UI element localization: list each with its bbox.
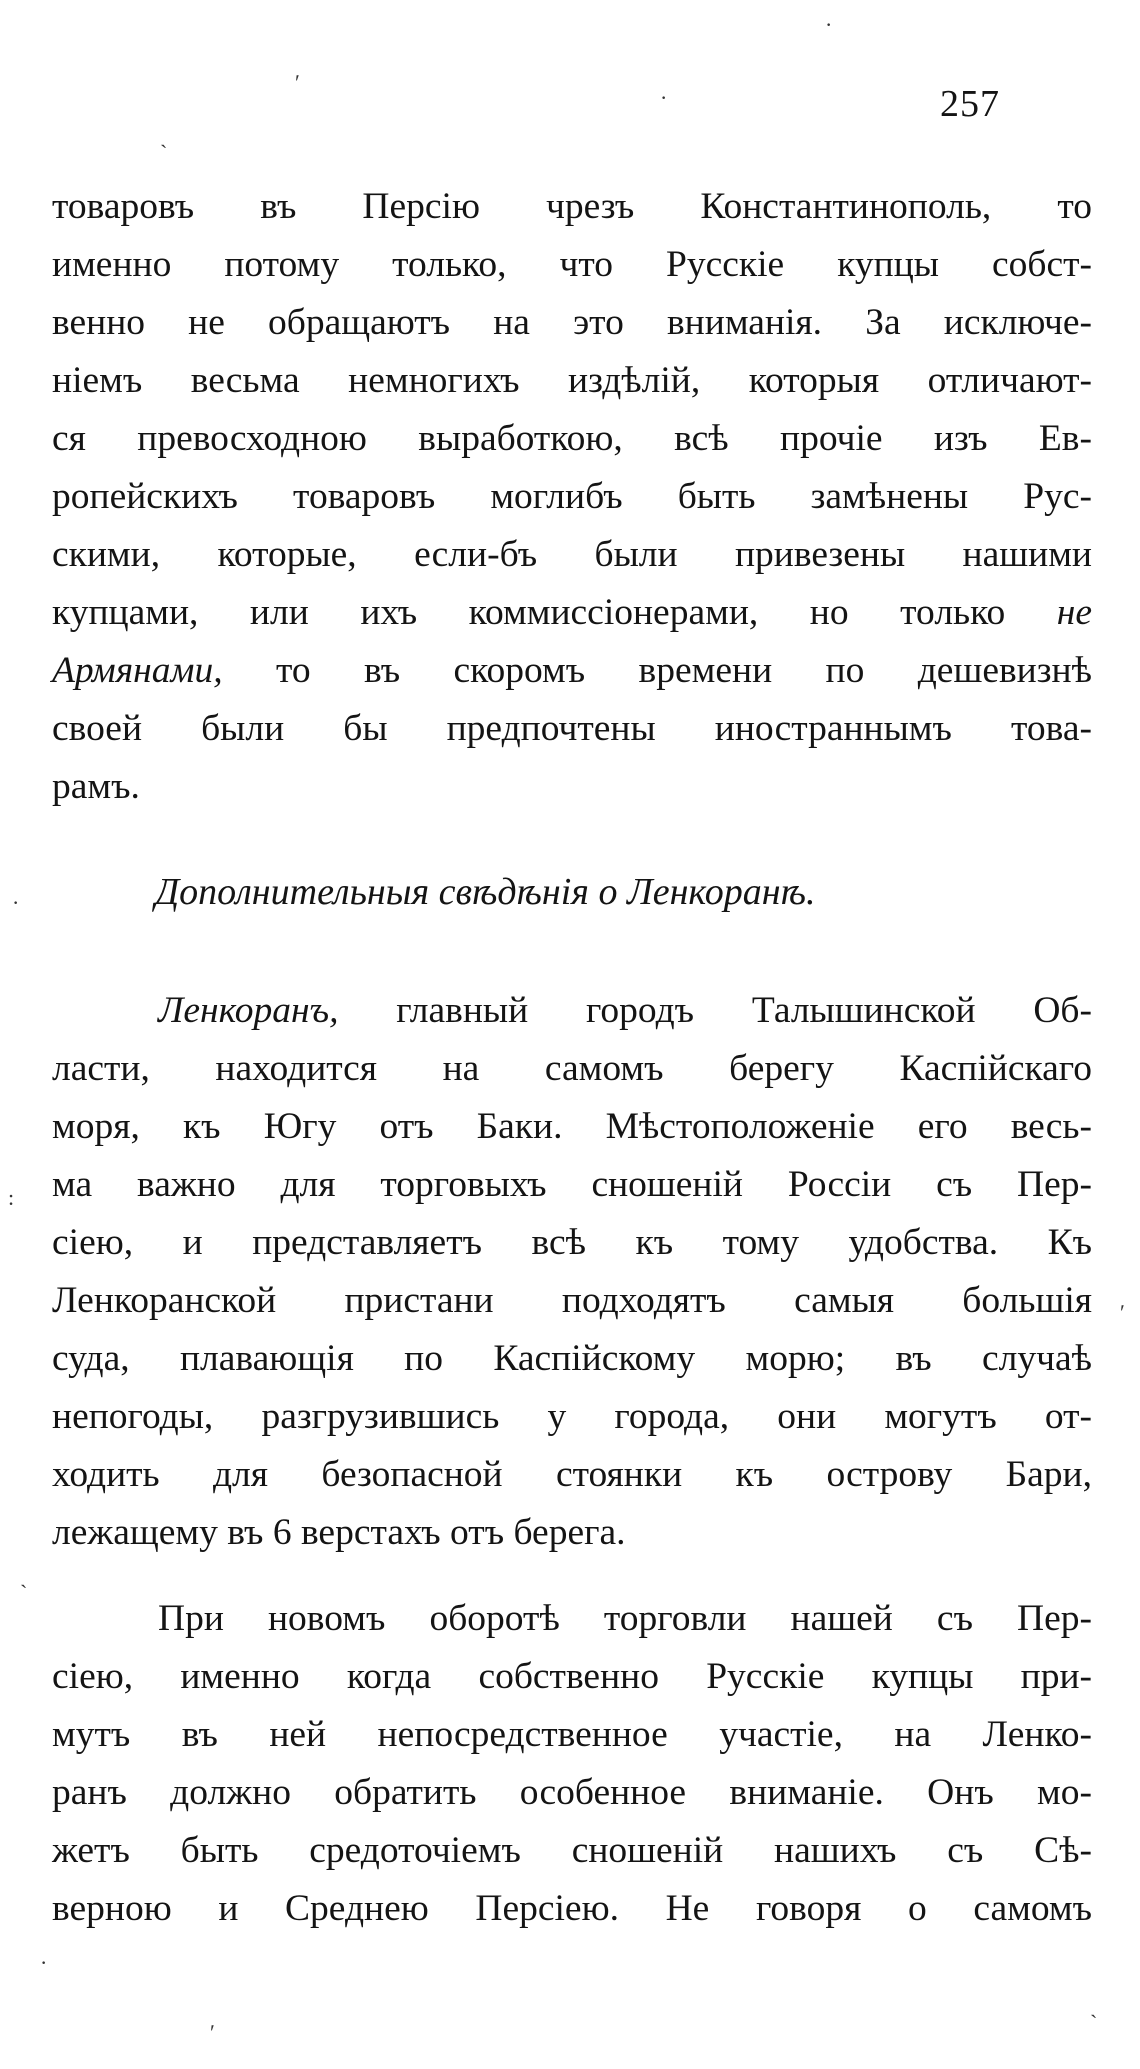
text-line: лежащему въ 6 верстахъ отъ берега. [52,1512,626,1553]
text-run: купцами, или ихъ коммиссіонерами, но только [52,592,1057,633]
text-line: рамъ. [52,766,140,807]
scan-speck: ʹ [210,2020,215,2045]
scan-speck: ˋ [160,140,168,165]
text-line: ніемъ весьма немногихъ издѣлій, которыя отличают- [52,360,1092,401]
italic-text: не [1056,592,1092,633]
page-number: 257 [940,83,1000,125]
text-run: то въ скоромъ времени по дешевизнѣ [222,650,1092,691]
section-heading: Дополнительныя свѣдѣнія о Ленкоранѣ. [155,871,816,913]
text-line: ропейскихъ товаровъ моглибъ быть замѣнены Рус- [52,476,1092,517]
text-line-mixed [52,584,1092,642]
text-line: непогоды, разгрузившись у города, они могутъ от- [52,1396,1092,1437]
scan-speck: · [40,1950,48,1975]
text-line: венно не обращаютъ на это вниманія. За исключе- [52,302,1092,343]
text-line: суда, плавающія по Каспійскому морю; въ случаѣ [52,1338,1092,1379]
text-line: ранъ должно обратить особенное вниманіе. Онъ мо- [52,1772,1092,1813]
text-line: сіею, и представляетъ всѣ къ тому удобства. Къ [52,1222,1092,1263]
text-line-mixed [52,642,1092,700]
text-line: мутъ въ ней непосредственное участіе, на Ленко- [52,1714,1092,1755]
text-line: При новомъ оборотѣ торговли нашей съ Пер- [158,1598,1092,1639]
text-line: сіею, именно когда собственно Русскіе купцы при- [52,1656,1092,1697]
text-line: именно потому только, что Русскіе купцы собст- [52,244,1092,285]
text-line: ся превосходною выработкою, всѣ прочіе изъ Ев- [52,418,1092,459]
italic-text: Ленкоранъ, [158,990,339,1031]
text-line: скими, которые, если-бъ были привезены нашими [52,534,1092,575]
text-line: своей были бы предпочтены иностраннымъ това- [52,708,1092,749]
scan-speck: · [825,12,833,37]
text-line: верною и Среднею Персіею. Не говоря о самомъ [52,1888,1092,1929]
text-line: моря, къ Югу отъ Баки. Мѣстоположеніе его весь- [52,1106,1092,1147]
scan-speck: ʹ [295,70,300,95]
scan-speck: ˋ [1090,2010,1098,2035]
text-line: жетъ быть средоточіемъ сношеній нашихъ съ Сѣ- [52,1830,1092,1871]
text-line: Ленкоранской пристани подходятъ самыя большія [52,1280,1092,1321]
text-line: ма важно для торговыхъ сношеній Россіи съ Пер- [52,1164,1092,1205]
text-run: главный городъ Талышинской Об- [338,990,1092,1031]
italic-text: Армянами, [52,650,223,691]
text-line: товаровъ въ Персію чрезъ Константинополь, то [52,186,1092,227]
scan-speck: · [660,85,668,110]
scan-speck: ˋ [20,1580,28,1605]
text-line: ласти, находится на самомъ берегу Каспійскаго [52,1048,1092,1089]
scan-speck: ʹ [1120,1300,1125,1325]
scan-speck: · [12,890,20,915]
text-line-mixed [158,982,1092,1040]
scan-speck: : [8,1185,15,1210]
text-line: ходить для безопасной стоянки къ острову Бари, [52,1454,1092,1495]
